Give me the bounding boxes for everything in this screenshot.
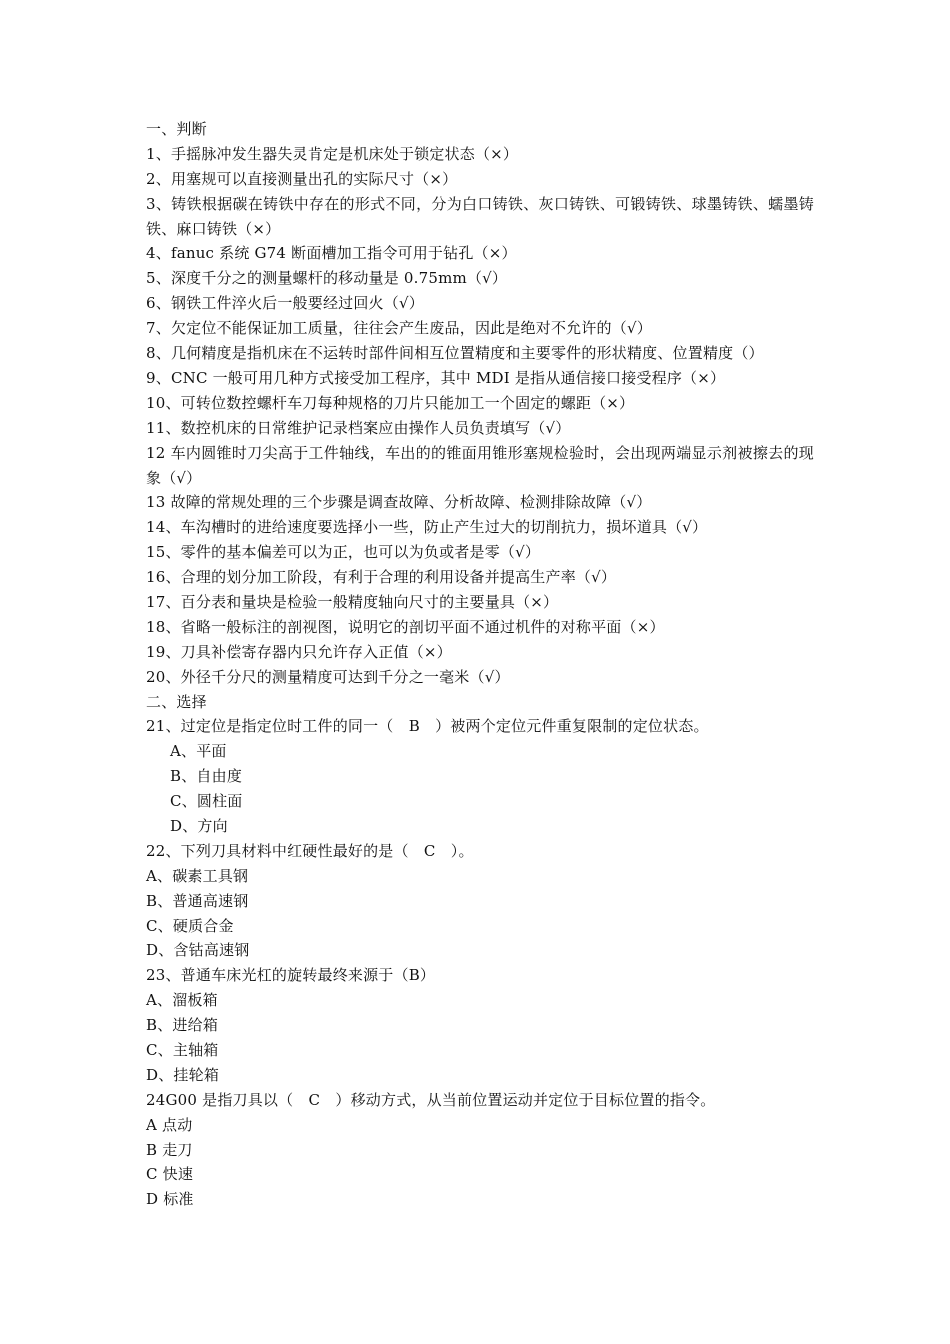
judgment-item-2: 2、用塞规可以直接测量出孔的实际尺寸（×） (146, 169, 458, 188)
question-22-option-c: C、硬质合金 (146, 916, 234, 935)
question-22-option-a: A、碳素工具钢 (146, 866, 249, 885)
judgment-item-1: 1、手摇脉冲发生器失灵肯定是机床处于锁定状态（×） (146, 144, 519, 163)
question-24-option-a: A 点动 (146, 1115, 193, 1134)
judgment-item-15: 15、零件的基本偏差可以为正，也可以为负或者是零（√） (146, 543, 541, 562)
question-23-option-d: D、挂轮箱 (146, 1065, 220, 1084)
question-24-stem: 24G00 是指刀具以（ C ）移动方式，从当前位置运动并定位于目标位置的指令。 (146, 1090, 716, 1109)
question-22-option-b: B、普通高速钢 (146, 891, 249, 910)
question-22-stem: 22、下列刀具材料中红硬性最好的是（ C ）。 (146, 841, 474, 860)
judgment-item-12: 12 车内圆锥时刀尖高于工件轴线，车出的的锥面用锥形塞规检验时，会出现两端显示剂被擦去的现象（√） (146, 443, 814, 487)
judgment-item-11: 11、数控机床的日常维护记录档案应由操作人员负责填写（√） (146, 418, 571, 437)
question-22-option-d: D、含钴高速钢 (146, 941, 250, 960)
question-21-option-a: A、平面 (170, 742, 227, 761)
question-23-option-a: A、溜板箱 (146, 991, 218, 1010)
judgment-item-7: 7、欠定位不能保证加工质量，往往会产生废品，因此是绝对不允许的（√） (146, 319, 652, 338)
judgment-item-14: 14、车沟槽时的进给速度要选择小一些，防止产生过大的切削抗力，损坏道具（√） (146, 518, 708, 537)
question-23-option-b: B、进给箱 (146, 1016, 219, 1035)
question-23-option-c: C、主轴箱 (146, 1041, 219, 1060)
judgment-item-19: 19、刀具补偿寄存器内只允许存入正值（×） (146, 642, 452, 661)
judgment-item-16: 16、合理的划分加工阶段，有利于合理的利用设备并提高生产率（√） (146, 568, 617, 587)
judgment-item-20: 20、外径千分尺的测量精度可达到千分之一毫米（√） (146, 667, 510, 686)
question-21-stem: 21、过定位是指定位时工件的同一（ B ）被两个定位元件重复限制的定位状态。 (146, 717, 709, 736)
question-24-option-c: C 快速 (146, 1165, 194, 1184)
question-21-option-c: C、圆柱面 (170, 792, 243, 811)
judgment-item-5: 5、深度千分之的测量螺杆的移动量是 0.75mm（√） (146, 269, 508, 288)
judgment-item-6: 6、钢铁工件淬火后一般要经过回火（√） (146, 294, 424, 313)
document-body (146, 117, 814, 1212)
judgment-item-3: 3、铸铁根据碳在铸铁中存在的形式不同，分为白口铸铁、灰口铸铁、可锻铸铁、球墨铸铁、蠕墨铸铁、麻口铸铁（×） (146, 194, 814, 238)
judgment-item-4: 4、fanuc 系统 G74 断面槽加工指令可用于钻孔（×） (146, 244, 517, 263)
judgment-item-13: 13 故障的常规处理的三个步骤是调查故障、分析故障、检测排除故障（√） (146, 493, 652, 512)
judgment-item-18: 18、省略一般标注的剖视图，说明它的剖切平面不通过机件的对称平面（×） (146, 617, 665, 636)
judgment-item-10: 10、可转位数控螺杆车刀每种规格的刀片只能加工一个固定的螺距（×） (146, 393, 635, 412)
judgment-item-17: 17、百分表和量块是检验一般精度轴向尺寸的主要量具（×） (146, 592, 559, 611)
question-23-stem: 23、普通车床光杠的旋转最终来源于（B） (146, 966, 436, 985)
question-21-option-b: B、自由度 (170, 767, 243, 786)
section-title-judgment: 一、判断 (146, 120, 207, 138)
judgment-item-9: 9、CNC 一般可用几种方式接受加工程序，其中 MDI 是指从通信接口接受程序（×） (146, 368, 726, 387)
judgment-item-8: 8、几何精度是指机床在不运转时部件间相互位置精度和主要零件的形状精度、位置精度（） (146, 344, 764, 363)
question-24-option-b: B 走刀 (146, 1140, 193, 1159)
question-21-option-d: D、方向 (170, 817, 228, 835)
question-24-option-d: D 标准 (146, 1190, 194, 1209)
section-title-choice: 二、选择 (146, 692, 207, 711)
